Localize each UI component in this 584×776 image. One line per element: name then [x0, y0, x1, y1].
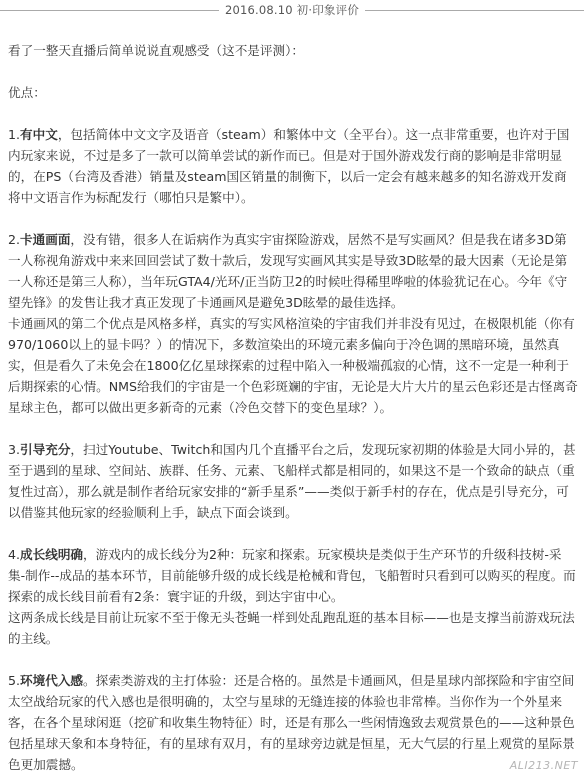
article-body	[8, 40, 578, 775]
section-number: 2.	[8, 232, 21, 247]
section-title: 卡通画面	[20, 232, 71, 247]
section-number: 3.	[8, 442, 21, 457]
intro-text: 看了一整天直播后简单说说直观感受（这不是评测）：	[8, 43, 304, 58]
section-title: 成长线明确	[20, 547, 83, 562]
pro-section-5	[8, 670, 578, 775]
section-number: 4.	[8, 547, 21, 562]
section-text: ，游戏内的成长线分为2种：玩家和探索。玩家模块是类似于生产环节的升级科技树-采集-制作--成品的基本环节，目前能够升级的成长线是枪械和背包，飞船暂时只看到可以购买的程度。而探索的成长线目前看有2条：寰宇证的升级，到达宇宙中心。	[8, 547, 576, 604]
header-divider-right	[365, 10, 584, 11]
section-title: 有中文	[20, 127, 58, 142]
pro-section-2	[8, 229, 578, 418]
section-paragraph: 这两条成长线是目前让玩家不至于像无头苍蝇一样到处乱跑乱逛的基本目标——也是支撑当前游戏玩法的主线。	[8, 610, 575, 646]
site-watermark: ALI213.NET	[509, 759, 578, 772]
section-text: 。探索类游戏的主打体验：还是合格的。虽然是卡通画风，但是星球内部探险和宇宙空间太空战给玩家的代入感也是很明确的，太空与星球的无缝连接的体验也非常棒。当你作为一个外星来客，在各个星球闲逛（挖矿和收集生物特征）时，还是有那么一些闲情逸致去观赏景色的——这种景色包括星球天象和本身特征，有的星球有双月，有的星球旁边就是恒星，无大气层的行星上观赏的星际景色更加震撼。	[8, 673, 575, 772]
section-paragraph	[8, 670, 578, 775]
pro-section-1	[8, 124, 578, 208]
section-title: 环境代入感	[20, 673, 83, 688]
section-text: ，扫过Youtube、Twitch和国内几个直播平台之后，发现玩家初期的体验是大同小异的，甚至于遇到的星球、空间站、族群、任务、元素、飞船样式都是相同的，如果这不是一个致命的缺点（重复性过高），那么就是制作者给玩家安排的“新手星系”——类似于新手村的存在，优点是引导充分，可以借鉴其他玩家的经验顺利上手，缺点下面会谈到。	[8, 442, 576, 520]
article-header	[0, 2, 584, 18]
pros-heading: 优点：	[8, 85, 46, 100]
section-paragraph	[8, 544, 578, 607]
section-paragraph	[8, 124, 578, 208]
section-text: ，包括简体中文文字及语音（steam）和繁体中文（全平台）。这一点非常重要，也许对于国内玩家来说，不过是多了一款可以简单尝试的新作而已。但是对于国外游戏发行商的影响是非常明显的，在PS（台湾及香港）销量及steam国区销量的制衡下，以后一定会有越来越多的知名游戏开发商将中文语言作为标配发行（哪怕只是繁中）。	[8, 127, 570, 205]
pro-section-3	[8, 439, 578, 523]
section-paragraph	[8, 439, 578, 523]
section-paragraph	[8, 229, 578, 313]
section-number: 1.	[8, 127, 21, 142]
header-divider-left	[0, 10, 219, 11]
pro-section-4	[8, 544, 578, 649]
section-paragraph: 卡通画风的第二个优点是风格多样，真实的写实风格渲染的宇宙我们并非没有见过，在极限机能（你有970/1060以上的显卡吗？）的情况下，多数渲染出的环境元素多偏向于冷色调的黑暗环境，虽然真实，但是看久了未免会在1800亿亿星球探索的过程中陷入一种极端孤寂的心情，这不一定是一种利于后期探索的心情。NMS给我们的宇宙是一个色彩斑斓的宇宙，无论是大片大片的星云色彩还是古怪离奇星球主色，都可以做出更多新奇的元素（冷色交替下的变色星球？）。	[8, 316, 578, 415]
header-title: 2016.08.10 初·印象评价	[224, 3, 360, 17]
section-text: ，没有错，很多人在诟病作为真实宇宙探险游戏，居然不是写实画风？但是我在诸多3D第一人称视角游戏中来来回回尝试了数十款后，发现写实画风其实是导致3D眩晕的最大因素（无论是第一人称还是第三人称），当年玩GTA4/光环/正当防卫2的时候吐得稀里哗啦的体验犹记在心。今年《守望先锋》的发售让我才真正发现了卡通画风是避免3D眩晕的最佳选择。	[8, 232, 568, 310]
section-title: 引导充分	[20, 442, 71, 457]
section-number: 5.	[8, 673, 21, 688]
